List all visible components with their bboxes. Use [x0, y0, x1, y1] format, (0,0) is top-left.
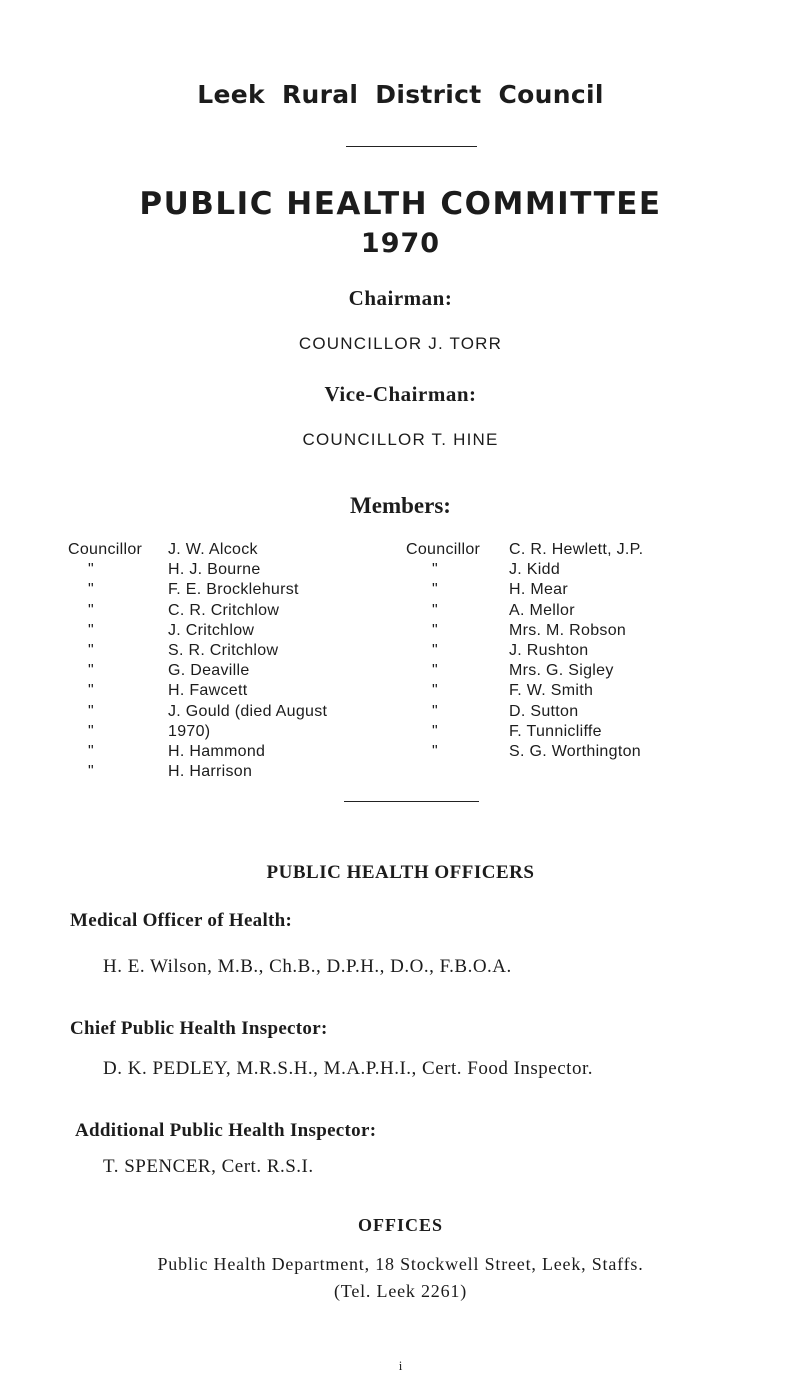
- member-prefix: ": [432, 641, 438, 659]
- member-name: Mrs. M. Robson: [509, 621, 627, 639]
- members-right-prefixes: [406, 540, 506, 762]
- office-address: Public Health Department, 18 Stockwell Street, Leek, Staffs.: [157, 1254, 644, 1274]
- divider-top: [346, 146, 477, 147]
- member-name: C. R. Hewlett, J.P.: [509, 541, 644, 558]
- member-prefix: ": [432, 682, 438, 700]
- member-prefix: ": [432, 621, 438, 639]
- vice-chairman-name: COUNCILLOR T. HINE: [302, 430, 499, 449]
- member-prefix: ": [88, 742, 94, 760]
- member-prefix: ": [88, 561, 94, 579]
- member-name: F. Tunnicliffe: [509, 722, 602, 740]
- member-prefix: ": [88, 722, 94, 740]
- member-prefix: Councillor: [406, 541, 481, 558]
- members-left-names: [168, 540, 327, 782]
- member-name: D. Sutton: [509, 702, 579, 720]
- member-name: J. Kidd: [509, 561, 561, 579]
- office-telephone: (Tel. Leek 2261): [334, 1281, 467, 1301]
- officer-name-chief-inspector: D. K. PEDLEY, M.R.S.H., M.A.P.H.I., Cert. Food Inspector.: [103, 1058, 593, 1079]
- member-name: F. E. Brocklehurst: [168, 581, 299, 599]
- member-prefix: ": [432, 722, 438, 740]
- officer-title-chief-inspector: Chief Public Health Inspector:: [70, 1018, 328, 1039]
- member-prefix: ": [432, 702, 438, 720]
- offices-heading: OFFICES: [357, 1215, 443, 1235]
- member-name: H. J. Bourne: [168, 561, 261, 579]
- member-prefix: ": [432, 561, 438, 579]
- officer-title-medical: Medical Officer of Health:: [70, 910, 293, 931]
- member-prefix: ": [432, 742, 438, 760]
- member-name: Mrs. G. Sigley: [509, 662, 614, 680]
- member-name: H. Harrison: [168, 763, 253, 781]
- member-name: J. Rushton: [509, 641, 589, 659]
- member-prefix: ": [432, 662, 438, 680]
- members-right-names: [509, 540, 643, 762]
- member-name: F. W. Smith: [509, 682, 594, 700]
- member-prefix: ": [88, 763, 94, 781]
- member-name: J. Critchlow: [168, 621, 255, 639]
- committee-year: 1970: [360, 228, 441, 259]
- vice-chairman-label: Vice-Chairman:: [324, 382, 477, 406]
- member-prefix: ": [88, 702, 94, 720]
- member-name: H. Fawcett: [168, 682, 248, 700]
- member-prefix: ": [432, 581, 438, 599]
- member-name: G. Deaville: [168, 662, 250, 680]
- member-name: J. Gould (died August: [168, 702, 328, 720]
- member-name: A. Mellor: [509, 601, 575, 619]
- chairman-name: COUNCILLOR J. TORR: [298, 334, 503, 353]
- member-name: 1970): [168, 722, 211, 740]
- member-prefix: ": [88, 601, 94, 619]
- committee-title: PUBLIC HEALTH COMMITTEE: [139, 186, 662, 222]
- member-prefix: ": [432, 601, 438, 619]
- chairman-label: Chairman:: [348, 286, 453, 310]
- members-left-prefixes: [68, 540, 160, 782]
- divider-middle: [344, 801, 479, 802]
- member-name: H. Hammond: [168, 742, 266, 760]
- member-prefix: ": [88, 662, 94, 680]
- member-name: H. Mear: [509, 581, 568, 599]
- member-prefix: ": [88, 581, 94, 599]
- member-prefix: ": [88, 641, 94, 659]
- member-name: S. R. Critchlow: [168, 641, 279, 659]
- member-name: S. G. Worthington: [509, 742, 641, 760]
- page-number: i: [398, 1358, 403, 1373]
- officer-title-additional-inspector: Additional Public Health Inspector:: [75, 1120, 377, 1141]
- officer-name-additional-inspector: T. SPENCER, Cert. R.S.I.: [103, 1156, 314, 1177]
- member-prefix: ": [88, 682, 94, 700]
- member-prefix: Councillor: [68, 541, 143, 558]
- member-prefix: ": [88, 621, 94, 639]
- council-name: Leek Rural District Council: [197, 80, 604, 109]
- member-name: J. W. Alcock: [168, 541, 258, 558]
- officers-heading: PUBLIC HEALTH OFFICERS: [266, 862, 535, 883]
- officer-name-medical: H. E. Wilson, M.B., Ch.B., D.P.H., D.O., F.B.O.A.: [103, 956, 512, 977]
- members-heading: Members:: [350, 493, 451, 518]
- member-name: C. R. Critchlow: [168, 601, 280, 619]
